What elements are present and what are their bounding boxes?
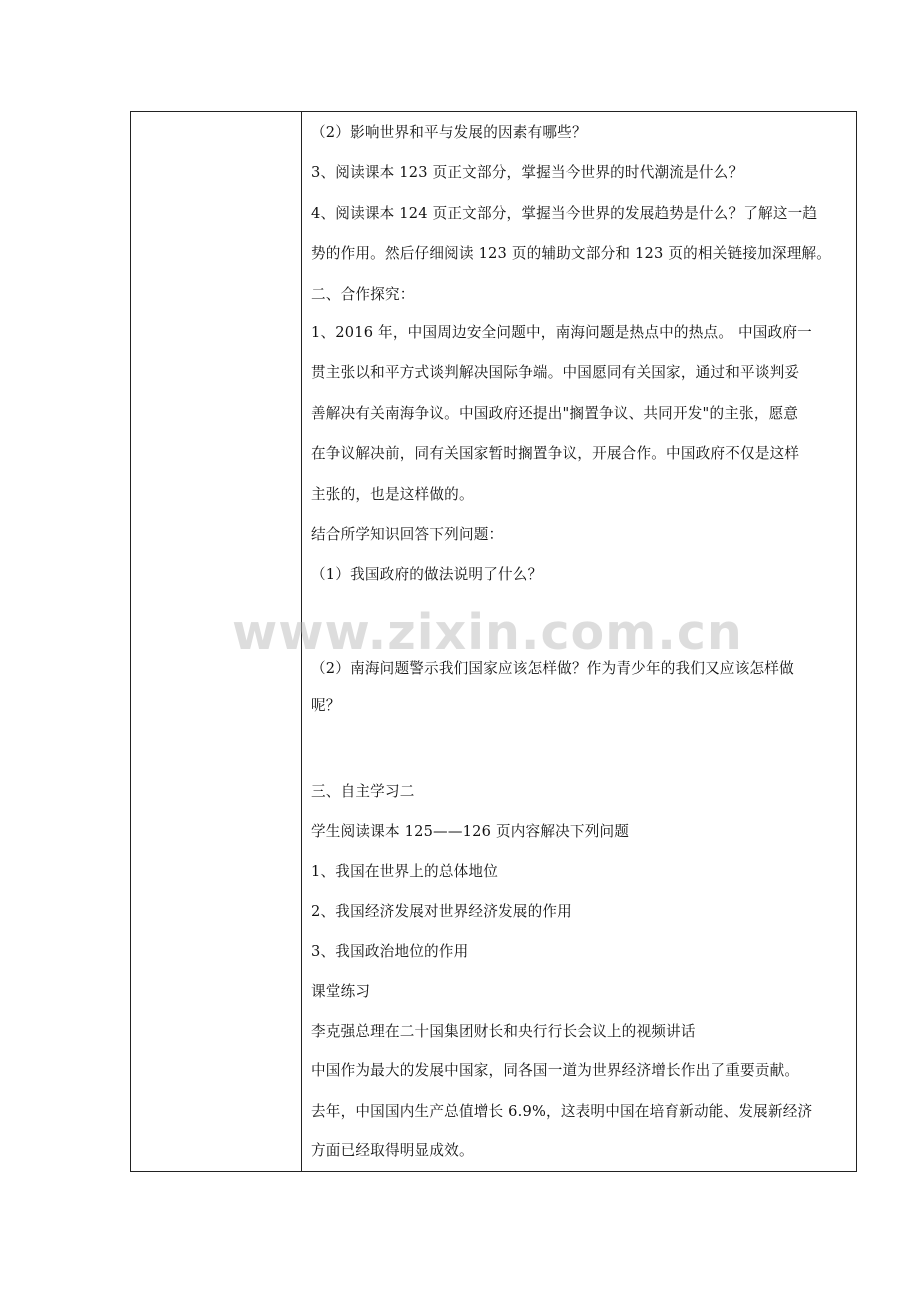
text-line: 善解决有关南海争议。中国政府还提出"搁置争议、共同开发"的主张，愿意	[311, 405, 799, 422]
text-line: 势的作用。然后仔细阅读 123 页的辅助文部分和 123 页的相关链接加深理解。	[311, 245, 832, 262]
question-line: （2）南海问题警示我们国家应该怎样做？作为青少年的我们又应该怎样做	[311, 660, 794, 677]
text-line: 在争议解决前，同有关国家暂时搁置争议，开展合作。中国政府不仅是这样	[311, 445, 800, 462]
text-line: 2、我国经济发展对世界经济发展的作用	[311, 903, 572, 920]
text-line: 主张的，也是这样做的。	[311, 486, 474, 503]
text-line: 贯主张以和平方式谈判解决国际争端。中国愿同有关国家，通过和平谈判妥	[311, 364, 800, 381]
text-line: 方面已经取得明显成效。	[311, 1142, 474, 1159]
text-line: 1、2016 年，中国周边安全问题中，南海问题是热点中的热点。 中国政府一	[311, 324, 812, 341]
watermark-text: www.zixin.com.cn	[232, 604, 743, 661]
text-line: 学生阅读课本 125——126 页内容解决下列问题	[311, 823, 630, 840]
section-heading: 二、合作探究：	[311, 286, 415, 303]
text-line: 1、我国在世界上的总体地位	[311, 863, 499, 880]
text-line: 去年，中国国内生产总值增长 6.9%，这表明中国在培育新动能、发展新经济	[311, 1103, 813, 1120]
section-heading: 三、自主学习二	[311, 783, 415, 800]
text-line: 3、阅读课本 123 页正文部分，掌握当今世界的时代潮流是什么？	[311, 164, 744, 181]
text-line: 李克强总理在二十国集团财长和央行行长会议上的视频讲话	[311, 1023, 696, 1040]
text-line: （2）影响世界和平与发展的因素有哪些？	[311, 124, 587, 141]
text-line: 4、阅读课本 124 页正文部分，掌握当今世界的发展趋势是什么？了解这一趋	[311, 205, 818, 222]
text-line: 呢？	[311, 697, 341, 714]
text-line: 结合所学知识回答下列问题：	[311, 526, 504, 543]
text-line: 3、我国政治地位的作用	[311, 943, 469, 960]
text-line: 中国作为最大的发展中国家，同各国一道为世界经济增长作出了重要贡献。	[311, 1062, 800, 1079]
question-line: （1）我国政府的做法说明了什么？	[311, 566, 543, 583]
section-heading: 课堂练习	[311, 983, 371, 1000]
